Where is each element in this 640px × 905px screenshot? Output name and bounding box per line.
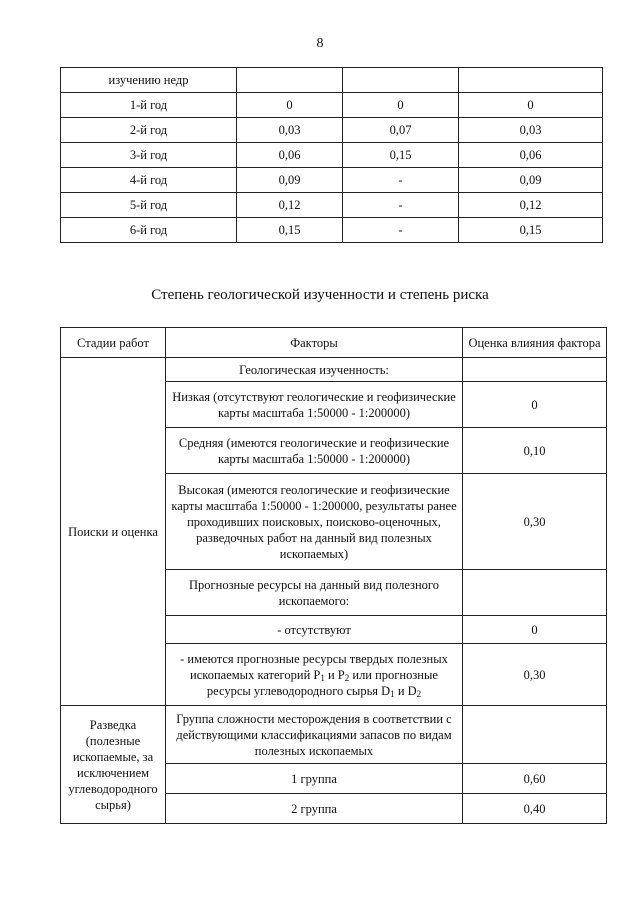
factor-cell: - отсутствуют [166,616,463,644]
table-row [61,143,603,168]
table-cell: 4-й год [61,168,237,193]
table-cell: 2-й год [61,118,237,143]
table-cell: 0,07 [343,118,459,143]
value-cell [463,358,607,382]
table-cell: - [343,168,459,193]
factor-cell: Группа сложности месторождения в соответствии с действующими классификациями запасов по видам полезных ископаемых [166,706,463,764]
factor-cell [166,644,463,706]
table-cell: 0 [459,93,603,118]
study-years-table [60,67,603,243]
risk-factors-table [60,327,607,824]
table-cell: изучению недр [61,68,237,93]
table-cell: 6-й год [61,218,237,243]
table-cell: 1-й год [61,93,237,118]
table-row [61,193,603,218]
subscript: 1 [320,672,325,683]
factor-cell: Высокая (имеются геологические и геофизические карты масштаба 1:50000 - 1:200000, результаты ранее проходивших поисковых, поисково-оценочных, разведочных работ на данный вид полезных ископаемых) [166,474,463,570]
table-cell: - [343,218,459,243]
subscript: 1 [390,688,395,699]
table-row [61,218,603,243]
table-cell: 0,03 [237,118,343,143]
table-row [61,68,603,93]
value-cell: 0 [463,616,607,644]
table-cell: 0,06 [459,143,603,168]
value-cell: 0,30 [463,644,607,706]
table-cell: 0,15 [459,218,603,243]
table-cell: 5-й год [61,193,237,218]
factor-cell: 1 группа [166,764,463,794]
table-row [61,93,603,118]
factor-cell: Прогнозные ресурсы на данный вид полезного ископаемого: [166,570,463,616]
table-cell: 0,15 [343,143,459,168]
factor-cell: Геологическая изученность: [166,358,463,382]
table-cell: 3-й год [61,143,237,168]
table-row [61,118,603,143]
table-row [61,168,603,193]
value-cell: 0 [463,382,607,428]
table-cell: 0,09 [459,168,603,193]
table-cell [237,68,343,93]
section-title: Степень геологической изученности и степень риска [151,287,489,303]
table-cell: 0,06 [237,143,343,168]
table-cell: 0,09 [237,168,343,193]
column-header-assessment: Оценка влияния фактора [463,328,607,358]
table-cell: 0,03 [459,118,603,143]
stage-exploration-cell: Разведка (полезные ископаемые, за исключением углеводородного сырья) [61,706,166,824]
table-cell [459,68,603,93]
table-cell: 0,12 [237,193,343,218]
stage-search-cell: Поиски и оценка [61,358,166,706]
factor-cell: 2 группа [166,794,463,824]
subscript: 2 [344,672,350,683]
subscript: 2 [416,688,422,699]
table-row [61,706,607,764]
table-row [61,358,607,382]
value-cell: 0,10 [463,428,607,474]
table-header-row [61,328,607,358]
table-cell: 0,12 [459,193,603,218]
factor-cell: Низкая (отсутствуют геологические и геофизические карты масштаба 1:50000 - 1:200000) [166,382,463,428]
factor-text: или прогнозные ресурсы углеводородного сырья D [206,667,438,698]
value-cell [463,706,607,764]
factor-text: и P [324,667,345,682]
table-cell [343,68,459,93]
value-cell: 0,30 [463,474,607,570]
table-cell: 0,15 [237,218,343,243]
value-cell: 0,40 [463,794,607,824]
page-number: 8 [316,36,324,51]
factor-cell: Средняя (имеются геологические и геофизические карты масштаба 1:50000 - 1:200000) [166,428,463,474]
value-cell: 0,60 [463,764,607,794]
table-cell: 0 [237,93,343,118]
table-cell: 0 [343,93,459,118]
factor-text: - имеются прогнозные ресурсы твердых полезных ископаемых категорий P [180,651,448,682]
factor-text: и D [394,683,417,698]
table-cell: - [343,193,459,218]
column-header-factors: Факторы [166,328,463,358]
column-header-stages: Стадии работ [61,328,166,358]
value-cell [463,570,607,616]
